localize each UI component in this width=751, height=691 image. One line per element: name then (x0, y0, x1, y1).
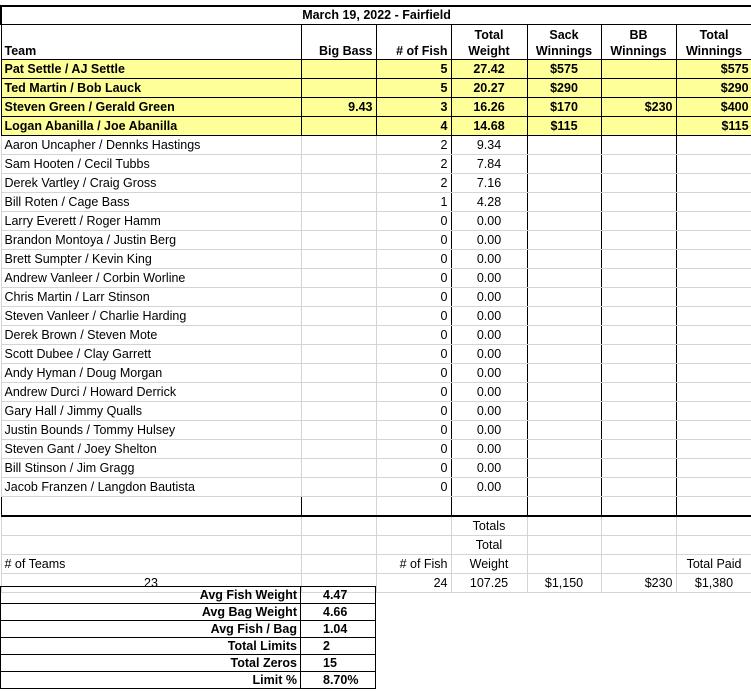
fish-count-cell: 0 (376, 421, 451, 440)
sack-winnings-cell (527, 326, 601, 345)
stat-row (1, 587, 376, 604)
stat-label: Avg Fish Weight (1, 587, 301, 604)
weight-cell: 0.00 (451, 212, 527, 231)
sheet-title: March 19, 2022 - Fairfield (1, 6, 751, 25)
header-num-fish: # of Fish (376, 25, 451, 60)
weight-cell: 0.00 (451, 402, 527, 421)
big-bass-cell (301, 440, 376, 459)
bb-winnings-cell (601, 345, 676, 364)
sack-winnings-cell (527, 174, 601, 193)
blank-row (1, 497, 751, 517)
big-bass-cell (301, 136, 376, 155)
weight-cell: 0.00 (451, 288, 527, 307)
stat-label: Avg Bag Weight (1, 604, 301, 621)
total-winnings-cell (676, 345, 751, 364)
totals-header-row-3 (1, 555, 751, 574)
team-name: Justin Bounds / Tommy Hulsey (1, 421, 301, 440)
total-winnings-cell: $400 (676, 98, 751, 117)
total-winnings-cell (676, 364, 751, 383)
big-bass-cell (301, 383, 376, 402)
sack-winnings-cell (527, 231, 601, 250)
bb-winnings-cell (601, 269, 676, 288)
big-bass-cell: 9.43 (301, 98, 376, 117)
sack-winnings-cell (527, 307, 601, 326)
total-winnings-cell (676, 136, 751, 155)
weight-cell: 0.00 (451, 307, 527, 326)
weight-cell: 0.00 (451, 326, 527, 345)
bb-winnings-cell (601, 117, 676, 136)
sack-winnings-cell (527, 155, 601, 174)
weight-cell: 27.42 (451, 60, 527, 79)
stat-value: 15 (301, 655, 376, 672)
team-name: Ted Martin / Bob Lauck (1, 79, 301, 98)
title-row (1, 6, 751, 25)
stat-row (1, 604, 376, 621)
total-winnings-cell: $575 (676, 60, 751, 79)
total-winnings-cell (676, 326, 751, 345)
table-row (1, 288, 751, 307)
table-row (1, 231, 751, 250)
header-big-bass: Big Bass (301, 25, 376, 60)
sack-winnings-cell: $170 (527, 98, 601, 117)
stat-label: Avg Fish / Bag (1, 621, 301, 638)
num-teams-label: # of Teams (1, 555, 301, 574)
total-winnings-cell: $115 (676, 117, 751, 136)
bb-winnings-cell (601, 136, 676, 155)
total-winnings-cell (676, 231, 751, 250)
stat-row (1, 638, 376, 655)
fish-count-cell: 5 (376, 60, 451, 79)
sack-winnings-cell (527, 250, 601, 269)
totals-header-row-1 (1, 516, 751, 536)
team-name: Andy Hyman / Doug Morgan (1, 364, 301, 383)
table-row (1, 478, 751, 497)
big-bass-cell (301, 212, 376, 231)
bb-winnings-cell (601, 250, 676, 269)
total-winnings-cell: $290 (676, 79, 751, 98)
stat-value: 4.66 (301, 604, 376, 621)
num-fish-value: 24 (376, 574, 451, 593)
weight-cell: 0.00 (451, 383, 527, 402)
num-fish-label: # of Fish (376, 555, 451, 574)
header-total-weight: Total Weight (451, 25, 527, 60)
sack-total-value: $1,150 (527, 574, 601, 593)
bb-winnings-cell (601, 60, 676, 79)
bb-winnings-cell (601, 402, 676, 421)
fish-count-cell: 0 (376, 478, 451, 497)
team-name: Sam Hooten / Cecil Tubbs (1, 155, 301, 174)
sack-winnings-cell (527, 440, 601, 459)
big-bass-cell (301, 174, 376, 193)
sack-winnings-cell (527, 345, 601, 364)
weight-cell: 0.00 (451, 345, 527, 364)
total-winnings-cell (676, 193, 751, 212)
fish-count-cell: 2 (376, 155, 451, 174)
fish-count-cell: 0 (376, 288, 451, 307)
stat-row (1, 672, 376, 689)
fish-count-cell: 4 (376, 117, 451, 136)
weight-cell: 0.00 (451, 478, 527, 497)
total-winnings-cell (676, 155, 751, 174)
totals-weight-label: Weight (451, 555, 527, 574)
fish-count-cell: 0 (376, 212, 451, 231)
sack-winnings-cell (527, 136, 601, 155)
fish-count-cell: 0 (376, 459, 451, 478)
team-name: Aaron Uncapher / Dennks Hastings (1, 136, 301, 155)
team-name: Scott Dubee / Clay Garrett (1, 345, 301, 364)
fish-count-cell: 0 (376, 364, 451, 383)
bb-winnings-cell (601, 421, 676, 440)
bb-winnings-cell (601, 307, 676, 326)
header-row (1, 25, 751, 60)
fish-count-cell: 0 (376, 440, 451, 459)
bb-winnings-cell (601, 459, 676, 478)
total-winnings-cell (676, 440, 751, 459)
team-name: Derek Vartley / Craig Gross (1, 174, 301, 193)
big-bass-cell (301, 288, 376, 307)
fish-count-cell: 2 (376, 136, 451, 155)
sack-winnings-cell (527, 269, 601, 288)
big-bass-cell (301, 478, 376, 497)
bb-winnings-cell: $230 (601, 98, 676, 117)
winner-row (1, 60, 751, 79)
stat-value: 8.70% (301, 672, 376, 689)
total-winnings-cell (676, 421, 751, 440)
winner-row (1, 79, 751, 98)
fish-count-cell: 0 (376, 326, 451, 345)
big-bass-cell (301, 421, 376, 440)
big-bass-cell (301, 402, 376, 421)
fish-count-cell: 0 (376, 383, 451, 402)
total-winnings-cell (676, 307, 751, 326)
total-winnings-cell (676, 174, 751, 193)
team-name: Gary Hall / Jimmy Qualls (1, 402, 301, 421)
sack-winnings-cell: $115 (527, 117, 601, 136)
team-name: Steven Gant / Joey Shelton (1, 440, 301, 459)
header-bb-winnings: BB Winnings (601, 25, 676, 60)
winner-row (1, 98, 751, 117)
weight-cell: 0.00 (451, 421, 527, 440)
fish-count-cell: 0 (376, 307, 451, 326)
stats-table (0, 586, 376, 689)
weight-cell: 9.34 (451, 136, 527, 155)
big-bass-cell (301, 250, 376, 269)
header-team: Team (1, 25, 301, 60)
bb-winnings-cell (601, 478, 676, 497)
fish-count-cell: 0 (376, 269, 451, 288)
total-paid-value: $1,380 (676, 574, 751, 593)
header-sack-winnings: Sack Winnings (527, 25, 601, 60)
num-teams-value: 23 (1, 574, 301, 593)
fish-count-cell: 0 (376, 231, 451, 250)
table-row (1, 269, 751, 288)
winner-row (1, 117, 751, 136)
totals-total-label: Total (451, 536, 527, 555)
stat-row (1, 621, 376, 638)
big-bass-cell (301, 364, 376, 383)
team-name: Bill Stinson / Jim Gragg (1, 459, 301, 478)
big-bass-cell (301, 459, 376, 478)
fish-count-cell: 3 (376, 98, 451, 117)
weight-cell: 0.00 (451, 231, 527, 250)
stat-value: 1.04 (301, 621, 376, 638)
weight-cell: 0.00 (451, 269, 527, 288)
weight-cell: 7.16 (451, 174, 527, 193)
big-bass-cell (301, 345, 376, 364)
bb-winnings-cell (601, 440, 676, 459)
fish-count-cell: 1 (376, 193, 451, 212)
weight-cell: 0.00 (451, 440, 527, 459)
team-name: Derek Brown / Steven Mote (1, 326, 301, 345)
team-name: Pat Settle / AJ Settle (1, 60, 301, 79)
table-row (1, 250, 751, 269)
stat-label: Limit % (1, 672, 301, 689)
table-row (1, 383, 751, 402)
bb-winnings-cell (601, 288, 676, 307)
team-name: Jacob Franzen / Langdon Bautista (1, 478, 301, 497)
table-row (1, 364, 751, 383)
total-winnings-cell (676, 288, 751, 307)
big-bass-cell (301, 193, 376, 212)
bb-winnings-cell (601, 383, 676, 402)
bb-winnings-cell (601, 79, 676, 98)
sack-winnings-cell (527, 383, 601, 402)
big-bass-cell (301, 307, 376, 326)
results-table (0, 5, 751, 593)
team-name: Brett Sumpter / Kevin King (1, 250, 301, 269)
weight-cell: 0.00 (451, 364, 527, 383)
bb-winnings-cell (601, 193, 676, 212)
team-name: Steven Vanleer / Charlie Harding (1, 307, 301, 326)
stat-value: 4.47 (301, 587, 376, 604)
team-name: Larry Everett / Roger Hamm (1, 212, 301, 231)
bb-winnings-cell (601, 326, 676, 345)
table-row (1, 193, 751, 212)
bb-winnings-cell (601, 212, 676, 231)
total-winnings-cell (676, 250, 751, 269)
team-name: Chris Martin / Larr Stinson (1, 288, 301, 307)
sack-winnings-cell (527, 212, 601, 231)
weight-cell: 4.28 (451, 193, 527, 212)
totals-header-row-2 (1, 536, 751, 555)
total-winnings-cell (676, 478, 751, 497)
total-winnings-cell (676, 269, 751, 288)
table-row (1, 136, 751, 155)
table-row (1, 307, 751, 326)
bb-winnings-cell (601, 364, 676, 383)
fish-count-cell: 0 (376, 250, 451, 269)
big-bass-cell (301, 117, 376, 136)
team-name: Steven Green / Gerald Green (1, 98, 301, 117)
total-winnings-cell (676, 402, 751, 421)
total-weight-value: 107.25 (451, 574, 527, 593)
bb-winnings-cell (601, 174, 676, 193)
stat-label: Total Zeros (1, 655, 301, 672)
sack-winnings-cell: $290 (527, 79, 601, 98)
team-name: Andrew Durci / Howard Derrick (1, 383, 301, 402)
fish-count-cell: 2 (376, 174, 451, 193)
team-name: Andrew Vanleer / Corbin Worline (1, 269, 301, 288)
sack-winnings-cell (527, 364, 601, 383)
big-bass-cell (301, 79, 376, 98)
fish-count-cell: 0 (376, 345, 451, 364)
table-row (1, 421, 751, 440)
total-winnings-cell (676, 383, 751, 402)
sack-winnings-cell (527, 288, 601, 307)
total-winnings-cell (676, 459, 751, 478)
table-row (1, 459, 751, 478)
sack-winnings-cell (527, 421, 601, 440)
big-bass-cell (301, 231, 376, 250)
big-bass-cell (301, 155, 376, 174)
weight-cell: 14.68 (451, 117, 527, 136)
weight-cell: 16.26 (451, 98, 527, 117)
sack-winnings-cell (527, 478, 601, 497)
sack-winnings-cell: $575 (527, 60, 601, 79)
table-row (1, 402, 751, 421)
big-bass-cell (301, 269, 376, 288)
team-name: Bill Roten / Cage Bass (1, 193, 301, 212)
stat-label: Total Limits (1, 638, 301, 655)
stat-value: 2 (301, 638, 376, 655)
table-row (1, 345, 751, 364)
total-paid-label: Total Paid (676, 555, 751, 574)
bb-winnings-cell (601, 231, 676, 250)
header-total-winnings: Total Winnings (676, 25, 751, 60)
weight-cell: 7.84 (451, 155, 527, 174)
table-row (1, 174, 751, 193)
sack-winnings-cell (527, 459, 601, 478)
sack-winnings-cell (527, 402, 601, 421)
table-row (1, 155, 751, 174)
bb-winnings-cell (601, 155, 676, 174)
bb-total-value: $230 (601, 574, 676, 593)
weight-cell: 0.00 (451, 250, 527, 269)
sack-winnings-cell (527, 193, 601, 212)
stat-row (1, 655, 376, 672)
table-row (1, 440, 751, 459)
total-winnings-cell (676, 212, 751, 231)
table-row (1, 212, 751, 231)
team-name: Brandon Montoya / Justin Berg (1, 231, 301, 250)
fish-count-cell: 0 (376, 402, 451, 421)
big-bass-cell (301, 326, 376, 345)
weight-cell: 20.27 (451, 79, 527, 98)
big-bass-cell (301, 60, 376, 79)
fish-count-cell: 5 (376, 79, 451, 98)
weight-cell: 0.00 (451, 459, 527, 478)
team-name: Logan Abanilla / Joe Abanilla (1, 117, 301, 136)
totals-label: Totals (451, 516, 527, 536)
table-row (1, 326, 751, 345)
